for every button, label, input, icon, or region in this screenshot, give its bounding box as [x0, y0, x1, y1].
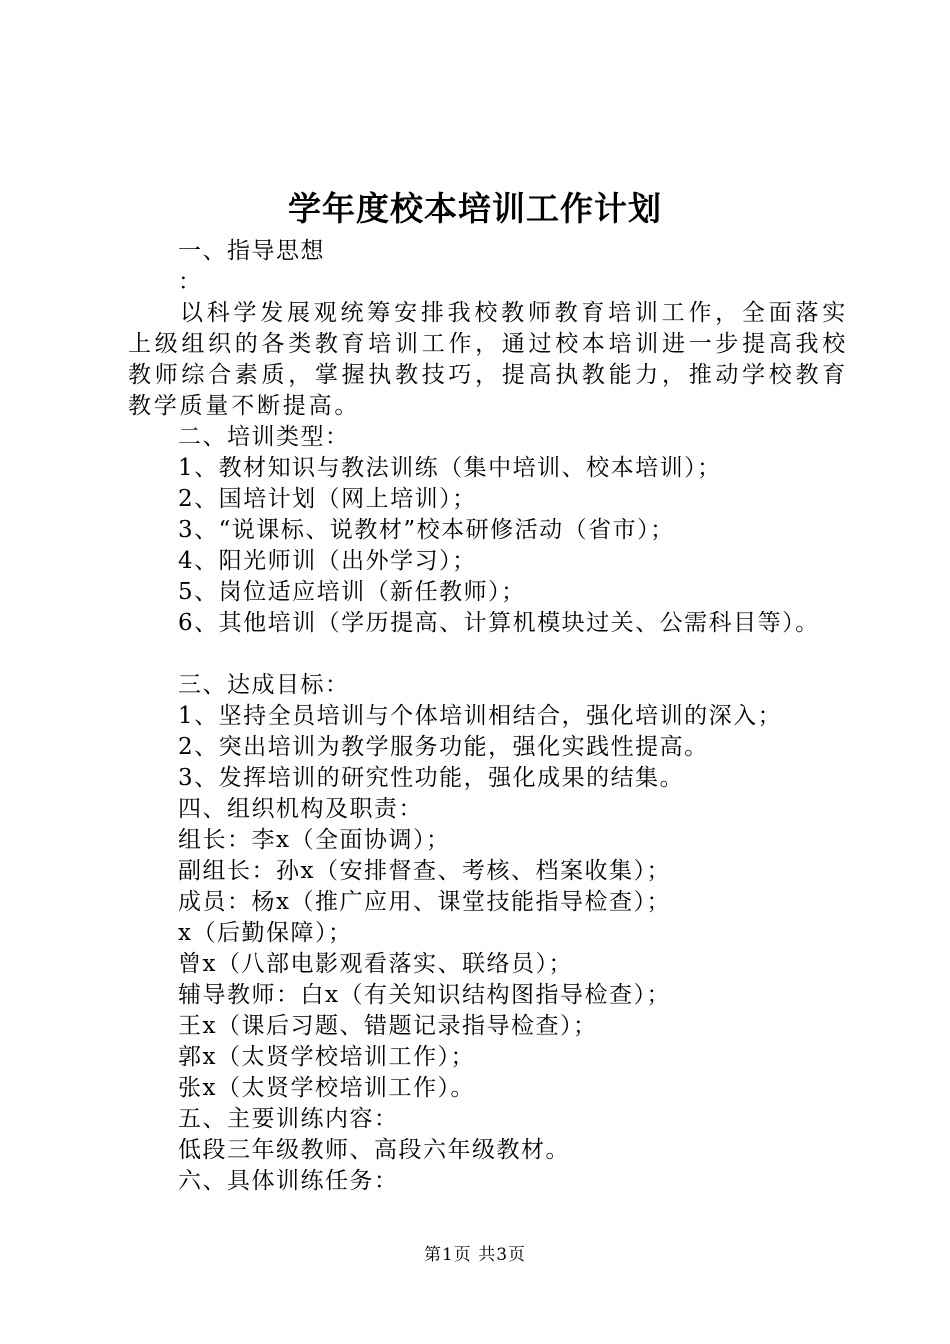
section-heading-training-types: 二、培训类型：	[178, 424, 350, 450]
list-item: 辅导教师：白x（有关知识结构图指导检查）；	[178, 982, 671, 1008]
list-item: 组长：李x（全面协调）；	[178, 827, 451, 853]
section-heading-training-content: 五、主要训练内容：	[178, 1106, 399, 1132]
list-item: 2、国培计划（网上培训）；	[178, 486, 477, 512]
list-item: 郭x（太贤学校培训工作）；	[178, 1044, 475, 1070]
section-heading-organization: 四、组织机构及职责：	[178, 796, 423, 822]
section-heading-training-tasks: 六、具体训练任务：	[178, 1168, 399, 1194]
list-item: 张x（太贤学校培训工作）。	[178, 1075, 475, 1101]
list-item: 低段三年级教师、高段六年级教材。	[178, 1137, 570, 1163]
section-heading-goals: 三、达成目标：	[178, 672, 350, 698]
section-heading-guiding-thought: 一、指导思想	[178, 238, 325, 264]
list-item: 2、突出培训为教学服务功能，强化实践性提高。	[178, 734, 709, 760]
list-item: 曾x（八部电影观看落实、联络员）；	[178, 951, 573, 977]
colon-line: ：	[178, 269, 203, 295]
document-body	[128, 236, 848, 1197]
list-item: 王x（课后习题、错题记录指导检查）；	[178, 1013, 598, 1039]
page-footer: 第1页 共3页	[423, 1245, 527, 1265]
list-item: 5、岗位适应培训（新任教师）；	[178, 579, 526, 605]
list-item: 1、教材知识与教法训练（集中培训、校本培训）；	[178, 455, 722, 481]
list-item: 3、发挥培训的研究性功能，强化成果的结集。	[178, 765, 685, 791]
list-item: 4、阳光师训（出外学习）；	[178, 548, 477, 574]
paragraph-guiding-thought: 以科学发展观统筹安排我校教师教育培训工作，全面落实上级组织的各类教育培训工作，通过校本培训进一步提高我校教师综合素质，掌握执教技巧，提高执教能力，推动学校教育教学质量不断提高。	[128, 300, 848, 419]
list-item: x（后勤保障）；	[178, 920, 353, 946]
document-title: 学年度校本培训工作计划	[288, 189, 662, 228]
list-item: 3、“说课标、说教材”校本研修活动（省市）；	[178, 517, 675, 543]
list-item: 6、其他培训（学历提高、计算机模块过关、公需科目等）。	[178, 610, 820, 636]
blank-line	[128, 639, 848, 670]
list-item: 副组长：孙x（安排督查、考核、档案收集）；	[178, 858, 671, 884]
list-item: 1、坚持全员培训与个体培训相结合，强化培训的深入；	[178, 703, 783, 729]
list-item: 成员：杨x（推广应用、课堂技能指导检查）；	[178, 889, 671, 915]
